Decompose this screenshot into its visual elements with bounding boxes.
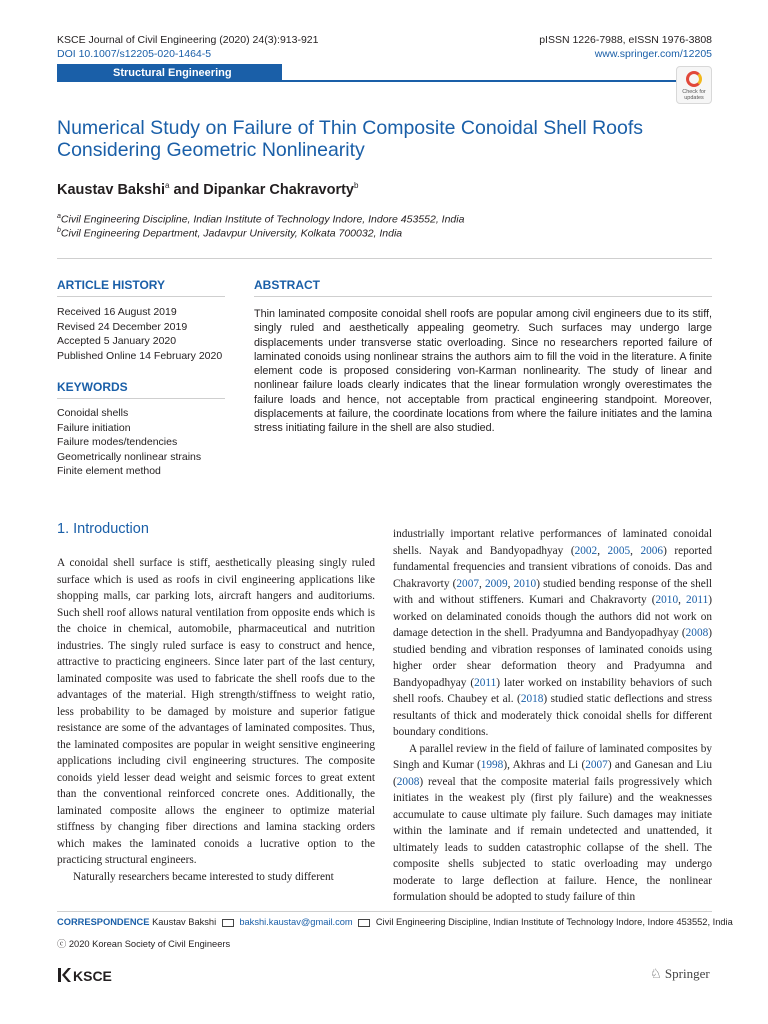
springer-logo xyxy=(650,966,710,982)
text-run: ) worked on delaminated conoids though the authors did not work on damage detection in the shell. Pradyumna and Bandyopadhyay ( xyxy=(393,594,712,639)
text-run: ) later worked on instability behaviors of such shell roofs. Chaubey et al. ( xyxy=(393,676,713,705)
keywords-heading: KEYWORDS xyxy=(57,380,128,394)
keyword-item: Failure modes/tendencies xyxy=(57,436,178,448)
intro-paragraph-1: A conoidal shell surface is stiff, aesthetically pleasing singly ruled surface which is used as roofs in civil engineering applications like shopping malls, car parking lots, aircraft hangers and auditoriums. Such shell roof allows natural ventilation from opposite ends which is the choice in chemical, automobile, pharmaceutical and nutrition industries. The singly ruled surface is easy to construct and hence, attractive to practicing engineers. Since later part of the last century, laminated composite was used to fabricate the shell roofs due to the advantages of the material. High strength/stiffness to weight ratio, less probability to be damaged by moisture and superior fatigue resistance are some of the advantages of laminated composites. Thus, the laminated composites are popular in weight sensitive engineering applications including civil engineering structures. The composite conoids yield lesser dead weight and seismic forces to great extent than the conventional reinforced concrete ones. Additionally, the laminated composite allows the engineer to optimize material stiffness by changing fiber directions and lamina stacking orders which makes the laminated conoids a lucrative option to the practicing structural engineers. xyxy=(57,557,375,866)
article-history-list xyxy=(57,305,222,363)
article-history-heading: ARTICLE HISTORY xyxy=(57,278,166,292)
journal-header xyxy=(57,33,318,61)
text-run: ) and Ganesan and Liu ( xyxy=(393,759,712,788)
history-divider xyxy=(57,296,225,297)
email-link[interactable]: bakshi.kaustav@gmail.com xyxy=(239,917,353,927)
history-published: Published Online 14 February 2020 xyxy=(57,349,223,362)
copyright-notice: ⓒ 2020 Korean Society of Civil Engineers xyxy=(57,939,231,949)
history-accepted: Accepted 5 January 2020 xyxy=(57,335,177,347)
citation-link[interactable]: 2011 xyxy=(474,676,497,689)
paper-title xyxy=(57,117,677,161)
body-column-left xyxy=(57,555,375,885)
intro-paragraph-3 xyxy=(393,526,712,741)
ksce-logo xyxy=(57,966,121,984)
author-1-sup: a xyxy=(165,181,170,190)
email-icon xyxy=(222,919,234,927)
springer-url-link[interactable]: www.springer.com/12205 xyxy=(594,48,712,60)
issn-text: pISSN 1226-7988, eISSN 1976-3808 xyxy=(539,34,712,46)
author-list xyxy=(57,181,358,198)
badge-line2: updates xyxy=(684,95,704,101)
abstract-divider xyxy=(254,296,712,297)
intro-paragraph-4 xyxy=(393,741,712,906)
text-run: , xyxy=(479,577,485,590)
correspondence-label: CORRESPONDENCE xyxy=(57,917,150,927)
introduction-heading: 1. Introduction xyxy=(57,521,149,537)
journal-citation: KSCE Journal of Civil Engineering (2020) 24(3):913-921 xyxy=(57,34,319,46)
intro-paragraph-2: Naturally researchers became interested to study different xyxy=(73,870,334,883)
citation-link[interactable]: 2008 xyxy=(685,627,709,639)
doi-link[interactable]: DOI 10.1007/s12205-020-1464-5 xyxy=(57,48,212,60)
footer-divider xyxy=(57,911,712,912)
author-2-sup: b xyxy=(354,181,359,190)
affiliation-a-sup: a xyxy=(57,213,61,220)
text-run: ) reveal that the composite material fails progressively which initiates in the weakest ply (first ply failure) and the weaknesses accumulate to cause ultimate ply failure. Such damages may initiate within the laminate and if remain undetected and unattended, it ultimately leads to sudden catastrophic collapse of the shell. The composite shells subjected to static overloading may undergo moderate to large deflection at failure. Hence, the nonlinear formulation should be adopted to study failure of thin xyxy=(393,775,712,903)
correspondence-name: Kaustav Bakshi xyxy=(152,917,217,927)
abstract-text: Thin laminated composite conoidal shell roofs are popular among civil engineers due to its stiff, singly ruled and aesthetically appealing geometry. Such surfaces may undergo large displacements under transverse static overloading. Since no researchers reported failure of laminated conoids using nonlinear strains the authors aim to fill the void in the literature. A finite element code is proposed considering von-Karman nonlinearity. The study of linear and nonlinear failure loads clearly indicates that the linear formulation wrongly overestimates the failure loads and hence, not acceptable from practical engineering standpoint. Moreover, displacements at failure, the coordinate locations from where the failure initiates and the lamina stress initiating failure in the shell are also studied. xyxy=(254,308,712,435)
history-received: Received 16 August 2019 xyxy=(57,306,177,318)
text-run: ) studied bending and vibration responses of laminated conoids using higher order shear deformation theory and Pradyumna and Bandyopadhyay ( xyxy=(393,627,712,689)
badge-line1: Check for xyxy=(682,89,706,95)
citation-link[interactable]: 2010 xyxy=(513,577,537,590)
citation-link[interactable]: 2008 xyxy=(396,775,420,788)
text-run: ), Akhras and Li ( xyxy=(503,759,586,771)
history-revised: Revised 24 December 2019 xyxy=(57,320,188,333)
citation-link[interactable]: 2006 xyxy=(640,544,664,557)
text-run: , xyxy=(630,544,641,557)
author-2: Dipankar Chakravorty xyxy=(203,181,354,198)
title-line2: Considering Geometric Nonlinearity xyxy=(57,139,365,161)
keyword-item: Failure initiation xyxy=(57,421,131,434)
correspondence-address: Civil Engineering Discipline, Indian Institute of Technology Indore, Indore 453552, India xyxy=(375,917,733,927)
text-run: ) reported fundamental frequencies and transient vibrations of conoids. Das and Chakravorty ( xyxy=(393,544,712,590)
citation-link[interactable]: 2010 xyxy=(655,594,679,606)
text-run: , xyxy=(507,577,514,590)
keywords-list xyxy=(57,406,201,479)
text-run: ) studied static deflections and stress resultants of thick and moderately thick conoidal shells for different boundary conditions. xyxy=(393,693,712,738)
text-run: ) studied bending response of the shell with and without stiffeners. Kumari and Chakravorty ( xyxy=(393,577,713,606)
springer-horse-icon: ♘ xyxy=(650,966,662,981)
affiliation-b-sup: b xyxy=(57,227,61,234)
text-run: A parallel review in the field of failure of laminated composites by Singh and Kumar ( xyxy=(393,742,712,771)
keywords-divider xyxy=(57,398,225,399)
text-run: , xyxy=(678,594,687,606)
citation-link[interactable]: 2009 xyxy=(485,577,508,590)
check-for-updates-badge[interactable] xyxy=(676,66,712,104)
citation-link[interactable]: 1998 xyxy=(480,759,504,771)
citation-link[interactable]: 2005 xyxy=(607,544,631,557)
body-column-right xyxy=(393,526,712,906)
header-divider xyxy=(57,258,712,259)
correspondence-line xyxy=(57,917,733,927)
section-band xyxy=(57,64,712,82)
abstract-heading: ABSTRACT xyxy=(254,278,320,292)
springer-wordmark: Springer xyxy=(664,966,710,981)
affiliation-a-text: Civil Engineering Discipline, Indian Institute of Technology Indore, Indore 453552, India xyxy=(60,213,465,226)
address-icon xyxy=(358,919,370,927)
issn-header xyxy=(539,33,712,61)
section-tag: Structural Engineering xyxy=(57,64,282,82)
citation-link[interactable]: 2018 xyxy=(520,693,544,705)
citation-link[interactable]: 2007 xyxy=(585,759,608,771)
keyword-item: Finite element method xyxy=(57,465,161,477)
citation-link[interactable]: 2007 xyxy=(456,577,479,590)
citation-link[interactable]: 2011 xyxy=(686,594,709,606)
text-run: industrially important relative performances of laminated conoidal shells. Nayak and Bandyopadhyay ( xyxy=(393,528,712,557)
citation-link[interactable]: 2002 xyxy=(574,544,598,557)
affiliation-b-text: Civil Engineering Department, Jadavpur University, Kolkata 700032, India xyxy=(60,227,403,240)
ksce-logo-text: KSCE xyxy=(73,968,112,984)
affiliation-b xyxy=(57,224,402,241)
keyword-item: Geometrically nonlinear strains xyxy=(57,450,202,463)
keyword-item: Conoidal shells xyxy=(57,407,129,419)
check-updates-icon xyxy=(686,71,702,87)
text-run: , xyxy=(597,544,608,557)
title-line1: Numerical Study on Failure of Thin Composite Conoidal Shell Roofs xyxy=(57,117,644,139)
author-and: and xyxy=(169,181,204,198)
author-1: Kaustav Bakshi xyxy=(57,181,165,198)
